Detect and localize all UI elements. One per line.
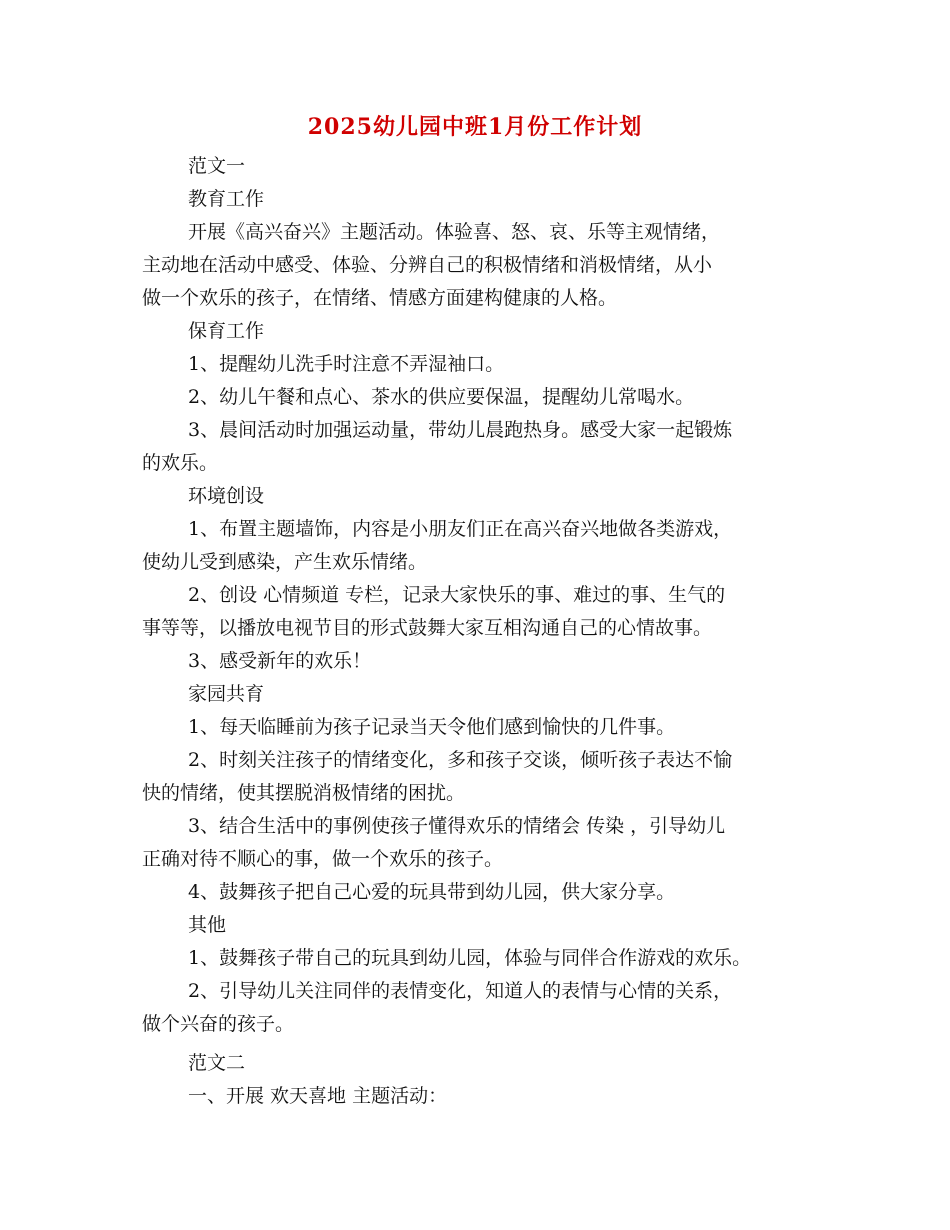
paragraph-line: 2、幼儿午餐和点心、茶水的供应要保温，提醒幼儿常喝水。 — [188, 386, 695, 408]
paragraph-line: 做个兴奋的孩子。 — [142, 1013, 295, 1035]
paragraph-line: 开展《高兴奋兴》主题活动。体验喜、怒、哀、乐等主观情绪， — [188, 221, 721, 243]
document-body — [142, 150, 822, 1113]
section-heading: 范文二 — [188, 1052, 246, 1074]
paragraph-line: 事等等，以播放电视节目的形式鼓舞大家互相沟通自己的心情故事。 — [142, 617, 713, 639]
paragraph-line: 1、每天临睡前为孩子记录当天令他们感到愉快的几件事。 — [188, 716, 676, 738]
paragraph-line: 1、提醒幼儿洗手时注意不弄湿袖口。 — [188, 353, 505, 375]
paragraph-line: 做一个欢乐的孩子，在情绪、情感方面建构健康的人格。 — [142, 287, 618, 309]
paragraph-line: 正确对待不顺心的事，做一个欢乐的孩子。 — [142, 848, 504, 870]
paragraph-line: 3、结合生活中的事例使孩子懂得欢乐的情绪会 传染 ，引导幼儿 — [188, 815, 726, 837]
paragraph-line: 范文一 — [188, 155, 246, 177]
section-heading: 教育工作 — [188, 188, 265, 210]
paragraph-line: 一、开展 欢天喜地 主题活动： — [188, 1085, 448, 1107]
paragraph-line: 2、时刻关注孩子的情绪变化，多和孩子交谈，倾听孩子表达不愉 — [188, 749, 733, 771]
paragraph-line: 2、创设 心情频道 专栏，记录大家快乐的事、难过的事、生气的 — [188, 584, 726, 606]
document-title: 2025幼儿园中班1月份工作计划 — [307, 114, 643, 140]
paragraph-line: 3、感受新年的欢乐！ — [188, 650, 372, 672]
paragraph-line: 3、晨间活动时加强运动量，带幼儿晨跑热身。感受大家一起锻炼 — [188, 419, 733, 441]
paragraph-line: 使幼儿受到感染，产生欢乐情绪。 — [142, 551, 428, 573]
section-heading: 家园共育 — [188, 683, 265, 705]
section-heading: 其他 — [188, 914, 227, 936]
paragraph-line: 快的情绪，使其摆脱消极情绪的困扰。 — [142, 782, 466, 804]
paragraph-line: 4、鼓舞孩子把自己心爱的玩具带到幼儿园，供大家分享。 — [188, 881, 676, 903]
paragraph-line: 1、布置主题墙饰，内容是小朋友们正在高兴奋兴地做各类游戏， — [188, 518, 733, 540]
paragraph-line: 主动地在活动中感受、体验、分辨自己的积极情绪和消极情绪，从小 — [142, 254, 713, 276]
paragraph-line: 1、鼓舞孩子带自己的玩具到幼儿园，体验与同伴合作游戏的欢乐。 — [188, 947, 752, 969]
paragraph-line: 2、引导幼儿关注同伴的表情变化，知道人的表情与心情的关系， — [188, 980, 733, 1002]
paragraph-line: 的欢乐。 — [142, 452, 219, 474]
section-heading: 环境创设 — [188, 485, 265, 507]
section-heading: 保育工作 — [188, 320, 265, 342]
